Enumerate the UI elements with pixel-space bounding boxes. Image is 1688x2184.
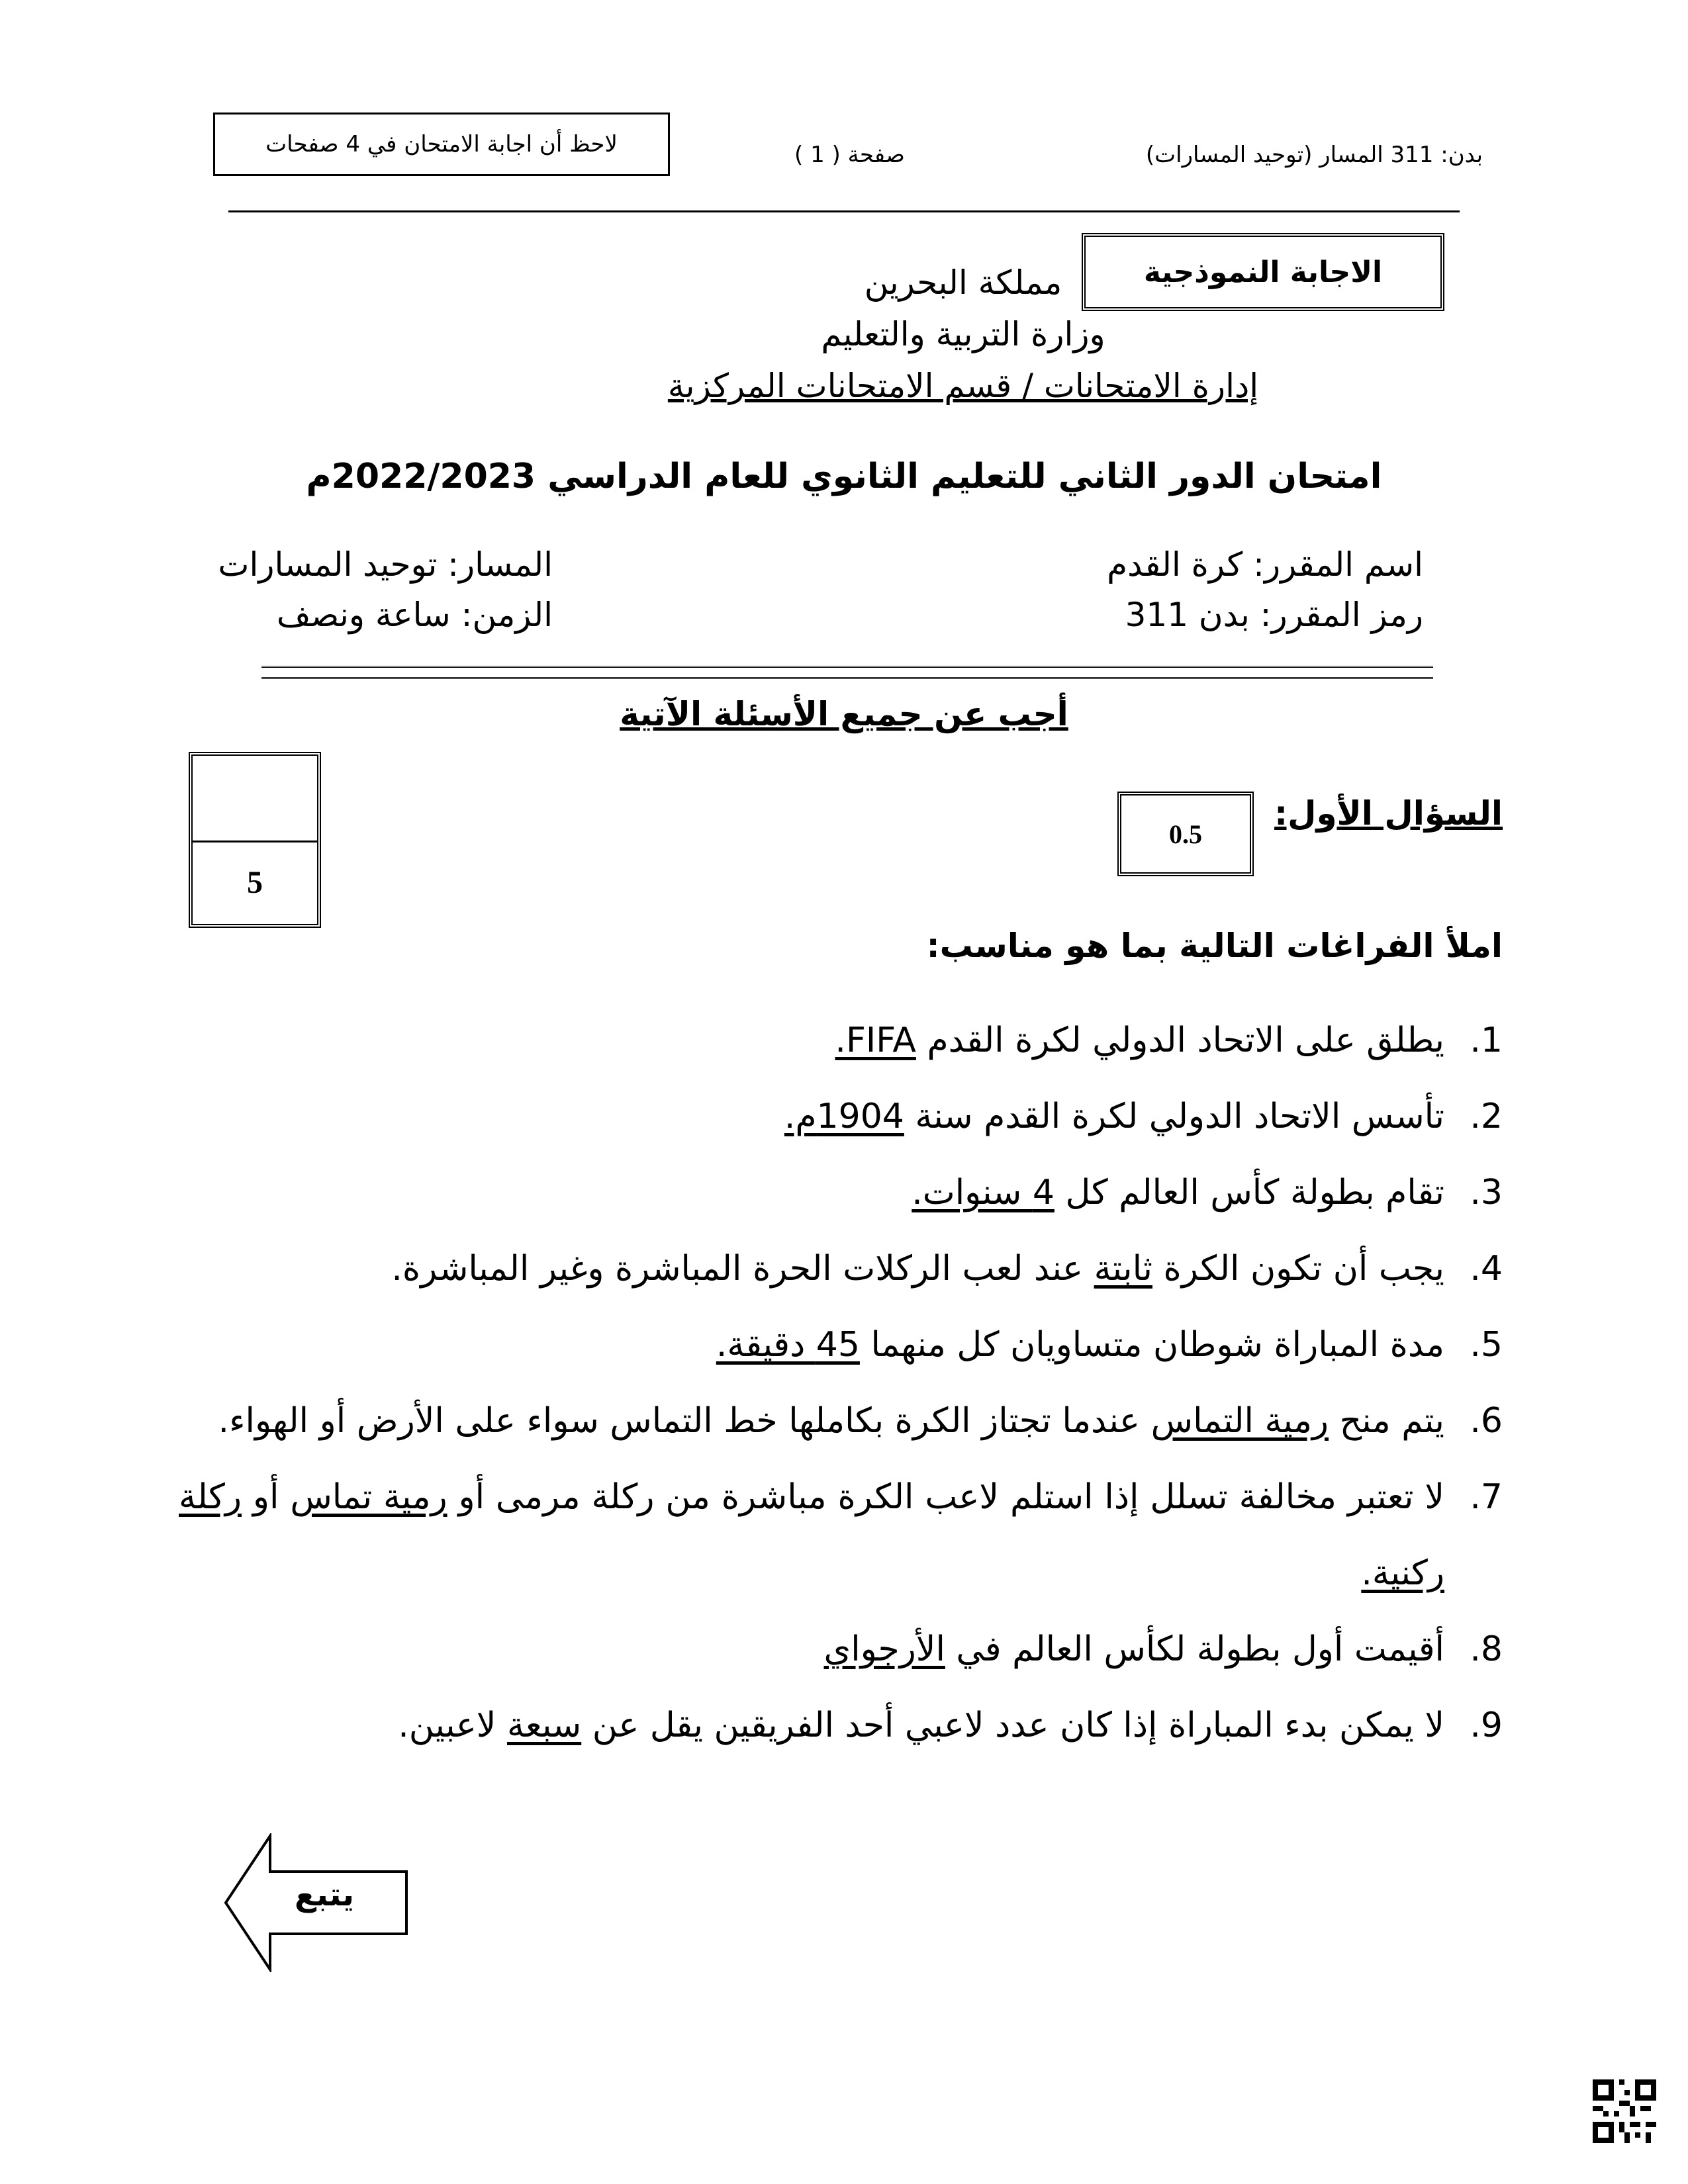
country-name: مملكة البحرين (864, 263, 1062, 302)
continue-label: يتبع (295, 1876, 354, 1913)
qr-code-icon (1593, 2079, 1656, 2143)
instruction-heading: أجب عن جميع الأسئلة الآتية (620, 695, 1068, 733)
question-title: السؤال الأول: (1274, 794, 1503, 833)
score-empty-cell (193, 756, 317, 842)
department-name: إدارة الامتحانات / قسم الامتحانات المركزية (667, 367, 1259, 405)
course-code: رمز المقرر: بدن 311 (1125, 596, 1423, 634)
model-answer-box: الاجابة النموذجية (1082, 233, 1444, 311)
list-item: 3. تقام بطولة كأس العالم كل 4 سنوات. (912, 1173, 1503, 1212)
double-separator (261, 666, 1433, 679)
answer: الأرجواي (823, 1629, 945, 1669)
answer: 4 سنوات. (912, 1173, 1055, 1212)
answer: 45 دقيقة. (716, 1325, 860, 1365)
list-item: 5. مدة المباراة شوطان متساويان كل منهما 45 دقيقة. (716, 1325, 1503, 1365)
score-total: 5 (247, 864, 263, 900)
list-item: 9. لا يمكن بدء المباراة إذا كان عدد لاعبي أحد الفريقين يقل عن سبعة لاعبين. (398, 1706, 1503, 1745)
ministry-name: وزارة التربية والتعليم (821, 315, 1105, 353)
list-item: 1. يطلق على الاتحاد الدولي لكرة القدم FIFA. (835, 1021, 1503, 1060)
answer: ثابتة (1094, 1249, 1152, 1289)
fill-in-list (179, 1003, 1503, 1764)
pages-note-box: لاحظ أن اجابة الامتحان في 4 صفحات (213, 113, 670, 176)
answer: FIFA. (835, 1021, 916, 1060)
course-header: بدن: 311 المسار (توحيد المسارات) (1145, 142, 1483, 168)
item-mark-box: 0.5 (1117, 792, 1254, 876)
track-info: المسار: توحيد المسارات (218, 545, 553, 584)
answer: سبعة (506, 1706, 582, 1745)
answer: رمية التماس (1150, 1401, 1329, 1441)
list-item: 6. يتم منح رمية التماس عندما تجتاز الكرة بكاملها خط التماس سواء على الأرض أو الهواء. (218, 1401, 1503, 1441)
list-item: 8. أقيمت أول بطولة لكأس العالم في الأرجواي (823, 1629, 1503, 1669)
list-item: 2. تأسس الاتحاد الدولي لكرة القدم سنة 1904م. (784, 1097, 1503, 1136)
list-item: 4. يجب أن تكون الكرة ثابتة عند لعب الركلات الحرة المباشرة وغير المباشرة. (391, 1249, 1503, 1289)
page-number: صفحة ( 1 ) (794, 142, 905, 168)
answer: رمية تماس (290, 1477, 447, 1517)
list-item: 7. لا تعتبر مخالفة تسلل إذا استلم لاعب الكرة مباشرة من ركلة مرمى أو رمية تماس أو ركلة ركنية. (179, 1477, 1503, 1593)
question-prompt: املأ الفراغات التالية بما هو مناسب: (926, 927, 1503, 965)
course-name: اسم المقرر: كرة القدم (1107, 545, 1423, 584)
answer: ركلة ركنية. (179, 1477, 1444, 1593)
exam-title: امتحان الدور الثاني للتعليم الثانوي للعام الدراسي 2022/2023م (306, 457, 1382, 496)
answer: 1904م. (784, 1097, 904, 1136)
header-divider (228, 210, 1460, 212)
score-box (189, 752, 321, 928)
duration-info: الزمن: ساعة ونصف (276, 596, 553, 634)
